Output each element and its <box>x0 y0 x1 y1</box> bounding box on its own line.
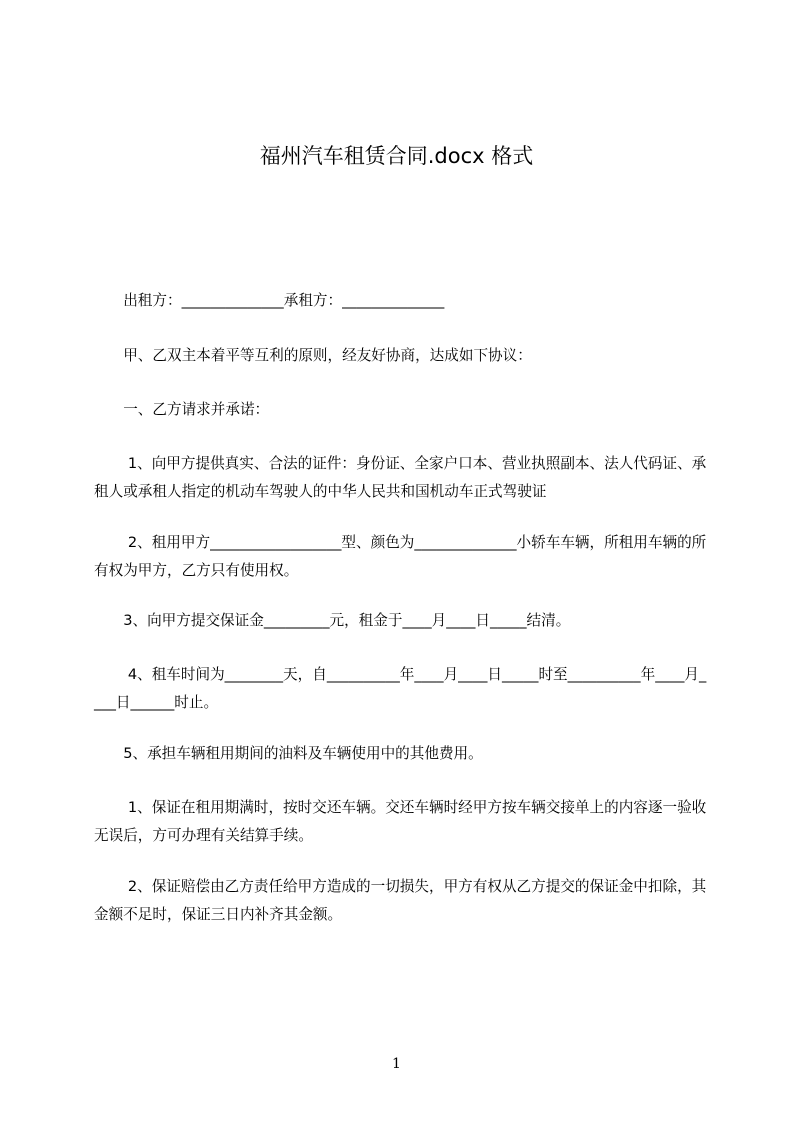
paragraph-return-clause: 1、保证在租用期满时，按时交还车辆。交还车辆时经甲方按车辆交接单上的内容逐一验收无误后，方可办理有关结算手续。 <box>94 799 707 844</box>
paragraph-section-heading: 一、乙方请求并承诺： <box>94 401 270 418</box>
paragraph-clause-5: 5、承担车辆租用期间的油料及车辆使用中的其他费用。 <box>94 745 483 762</box>
paragraph-clause-4: 4、租车时间为________天，自__________年____月____日_____时至__________年____月____日______时止。 <box>94 666 707 711</box>
paragraph-parties: 出租方：______________承租方：______________ <box>94 292 445 309</box>
paragraph-compensation-clause: 2、保证赔偿由乙方责任给甲方造成的一切损失，甲方有权从乙方提交的保证金中扣除，其金额不足时，保证三日内补齐其金额。 <box>94 878 707 923</box>
paragraph-clause-2: 2、租用甲方__________________型、颜色为______________小轿车车辆，所租用车辆的所有权为甲方，乙方只有使用权。 <box>94 534 707 579</box>
page-number: 1 <box>392 1056 401 1072</box>
paragraph-preamble: 甲、乙双主本着平等互利的原则，经友好协商，达成如下协议： <box>94 347 532 364</box>
paragraph-clause-1: 1、向甲方提供真实、合法的证件：身份证、全家户口本、营业执照副本、法人代码证、承租人或承租人指定的机动车驾驶人的中华人民共和国机动车正式驾驶证 <box>94 455 707 500</box>
document-title: 福州汽车租赁合同.docx 格式 <box>259 144 534 168</box>
paragraph-clause-3: 3、向甲方提交保证金_________元，租金于____月____日_____结清。 <box>94 612 571 629</box>
